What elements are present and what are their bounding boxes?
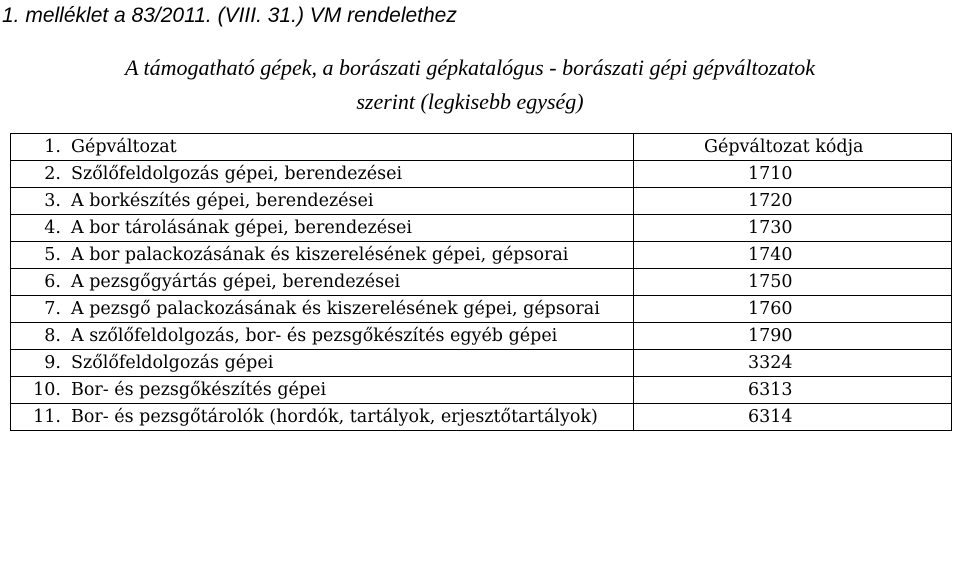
table-row — [11, 242, 952, 269]
machine-variant-code-cell — [634, 404, 952, 431]
table-row — [11, 296, 952, 323]
machine-variant-table — [10, 133, 952, 431]
machine-variant-code-cell — [634, 350, 952, 377]
table-row — [11, 404, 952, 431]
machine-variant-code: 1740 — [748, 245, 793, 265]
row-number-cell — [11, 215, 64, 242]
machine-variant-code-cell — [634, 269, 952, 296]
title-line-2: szerint (legkisebb egység) — [356, 89, 584, 114]
table-row — [11, 161, 952, 188]
machine-variant-code-cell — [634, 188, 952, 215]
table-row — [11, 350, 952, 377]
machine-variant-name: A bor tárolásának gépei, berendezései — [63, 215, 634, 242]
machine-variant-name: A szőlőfeldolgozás, bor- és pezsgőkészítés egyéb gépei — [63, 323, 634, 350]
machine-variant-code-cell — [634, 377, 952, 404]
row-number: 4. — [44, 218, 61, 238]
row-number-cell — [11, 350, 64, 377]
row-number-cell — [11, 269, 64, 296]
machine-variant-code: 1750 — [748, 272, 793, 292]
row-number-cell — [11, 242, 64, 269]
row-number-cell — [11, 377, 64, 404]
row-number-cell — [11, 404, 64, 431]
machine-variant-name: A bor palackozásának és kiszerelésének gépei, gépsorai — [63, 242, 634, 269]
table-row — [11, 188, 952, 215]
machine-variant-code: 3324 — [748, 353, 793, 373]
table-header-row — [11, 134, 952, 161]
column-header-code — [634, 134, 952, 161]
table-row — [11, 215, 952, 242]
row-number-cell — [11, 296, 64, 323]
row-number-cell — [11, 134, 64, 161]
machine-variant-code-cell — [634, 161, 952, 188]
machine-variant-name: Szőlőfeldolgozás gépei, berendezései — [63, 161, 634, 188]
machine-variant-code: 1760 — [748, 299, 793, 319]
row-number: 7. — [44, 299, 61, 319]
row-number: 6. — [44, 272, 61, 292]
machine-variant-code: 1720 — [748, 191, 793, 211]
machine-variant-name: A pezsgőgyártás gépei, berendezései — [63, 269, 634, 296]
machine-variant-code-cell — [634, 242, 952, 269]
column-header-code-label: Gépváltozat kódja — [704, 137, 864, 157]
row-number-cell — [11, 161, 64, 188]
row-number-cell — [11, 323, 64, 350]
row-number: 2. — [44, 164, 61, 184]
document-title — [0, 51, 940, 119]
row-number: 8. — [44, 326, 61, 346]
table-row — [11, 377, 952, 404]
row-number: 3. — [44, 191, 61, 211]
title-line-1: A támogatható gépek, a borászati gépkatalógus - borászati gépi gépváltozatok — [124, 55, 816, 80]
row-number: 11. — [33, 407, 61, 427]
row-number-cell — [11, 188, 64, 215]
machine-variant-code: 6314 — [748, 407, 793, 427]
machine-variant-code-cell — [634, 296, 952, 323]
machine-variant-code-cell — [634, 323, 952, 350]
machine-variant-name: Szőlőfeldolgozás gépei — [63, 350, 634, 377]
machine-variant-name: A borkészítés gépei, berendezései — [63, 188, 634, 215]
machine-variant-name: Bor- és pezsgőtárolók (hordók, tartályok, erjesztőtartályok) — [63, 404, 634, 431]
annex-reference: 1. melléklet a 83/2011. (VIII. 31.) VM rendelethez — [2, 4, 457, 27]
machine-variant-code: 1790 — [748, 326, 793, 346]
row-number: 5. — [44, 245, 61, 265]
machine-variant-code: 1730 — [748, 218, 793, 238]
row-number: 9. — [44, 353, 61, 373]
row-number: 1. — [44, 137, 61, 157]
table-row — [11, 323, 952, 350]
machine-variant-name: Bor- és pezsgőkészítés gépei — [63, 377, 634, 404]
row-number: 10. — [33, 380, 61, 400]
machine-variant-code: 6313 — [748, 380, 793, 400]
table-row — [11, 269, 952, 296]
column-header-name: Gépváltozat — [63, 134, 634, 161]
machine-variant-name: A pezsgő palackozásának és kiszerelésének gépei, gépsorai — [63, 296, 634, 323]
machine-variant-code: 1710 — [748, 164, 793, 184]
machine-variant-code-cell — [634, 215, 952, 242]
